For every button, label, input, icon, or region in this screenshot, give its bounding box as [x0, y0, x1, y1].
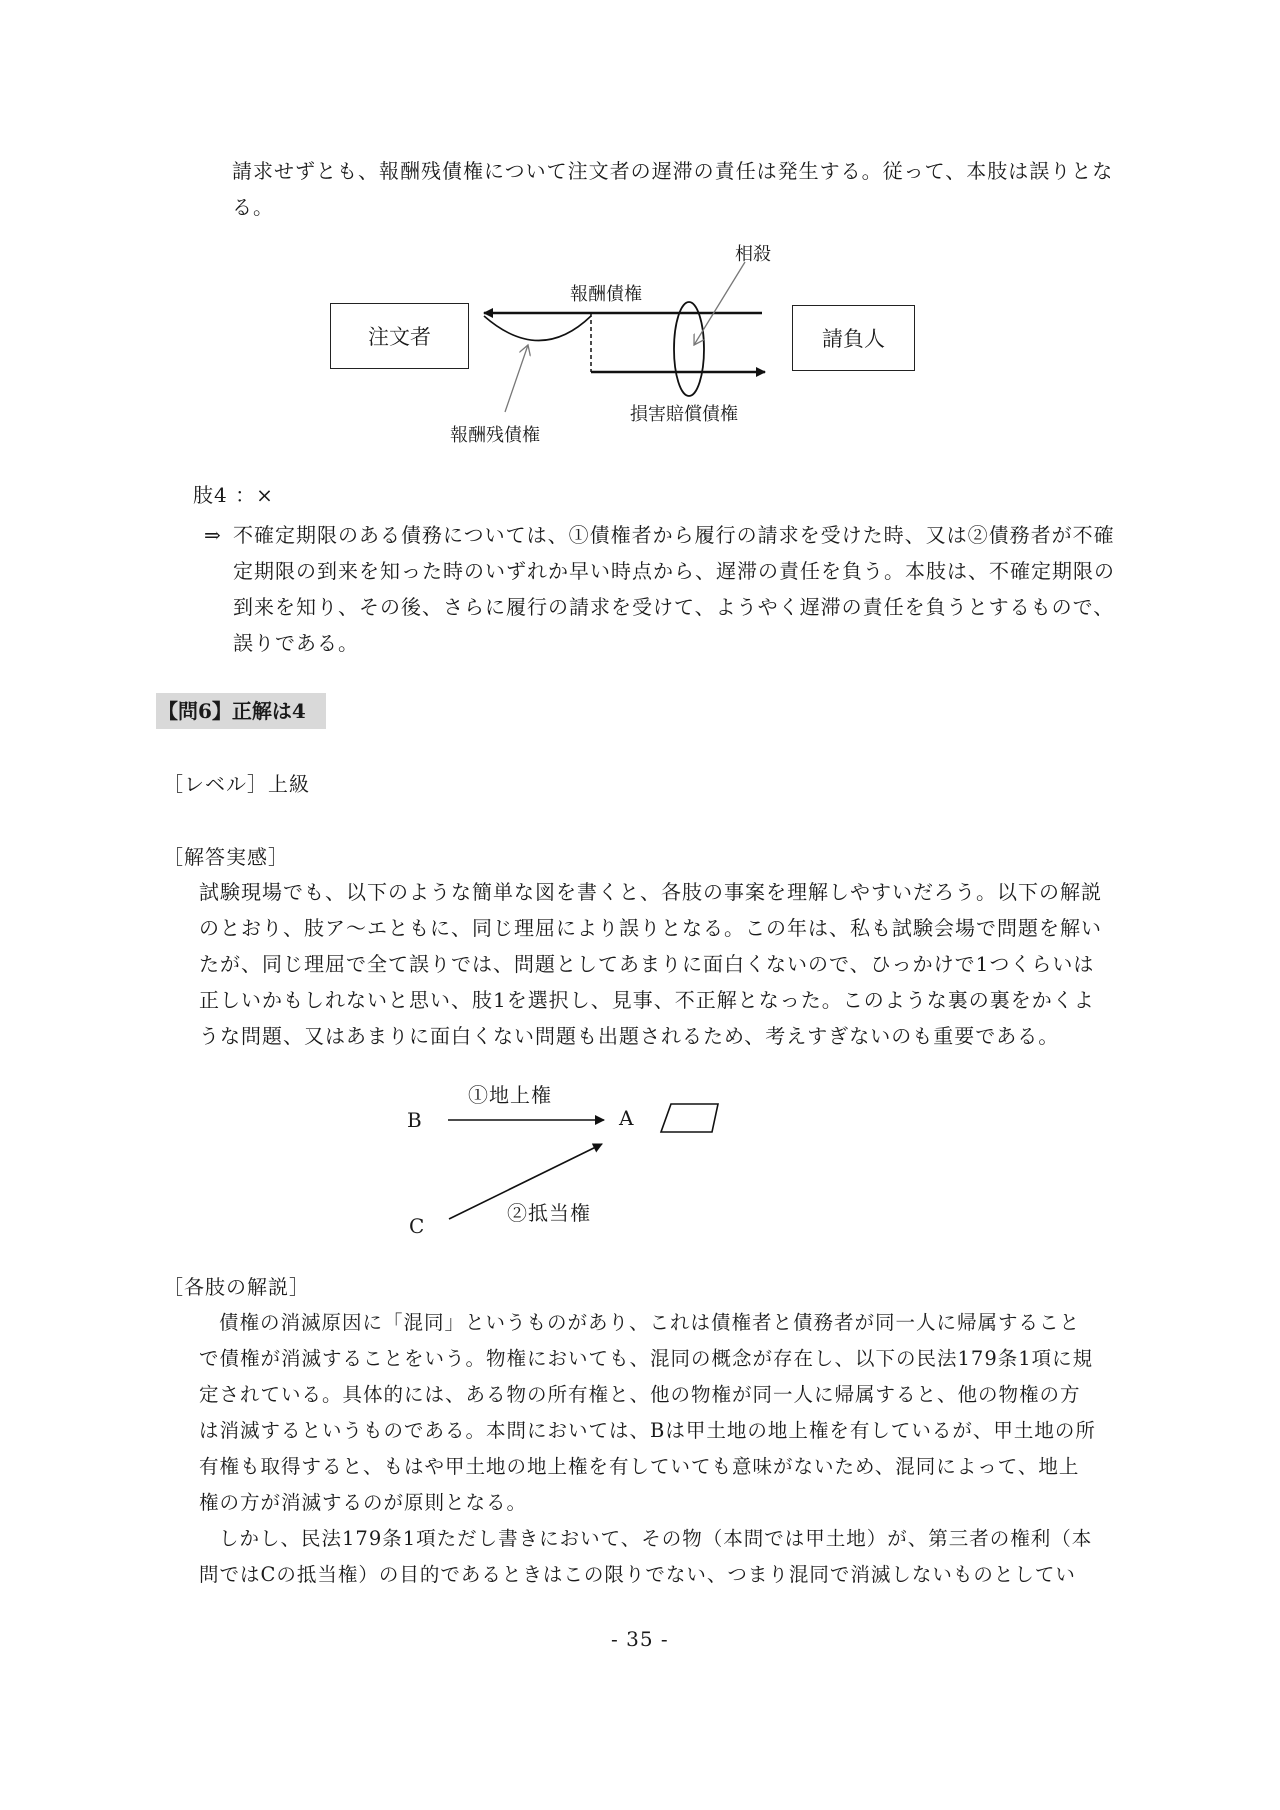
damages-claim-label: 損害賠償債権 [630, 404, 738, 425]
text-line: 試験現場でも、以下のような簡単な図を書くと、各肢の事案を理解しやすいだろう。以下の解説 [199, 880, 1102, 904]
text-line: しかし、民法179条1項ただし書きにおいて、その物（本問では甲土地）が、第三者の権利（本 [219, 1527, 1093, 1550]
text-line: 有権も取得すると、もはや甲土地の地上権を有していても意味がないため、混同によって、地上 [199, 1455, 1080, 1478]
text-line: 到来を知り、その後、さらに履行の請求を受けて、ようやく遅滞の責任を負うとするもので、 [233, 595, 1115, 619]
text-line: 請求せずとも、報酬残債権について注文者の遅滞の責任は発生する。従って、本肢は誤りとな [232, 159, 1114, 183]
text-line: る。 [232, 195, 274, 219]
text-line: 不確定期限のある債務については、①債権者から履行の請求を受けた時、又は②債務者が不確 [233, 523, 1115, 547]
question-header: 【問6】正解は4 [156, 693, 326, 729]
level-line: ［レベル］上級 [163, 772, 310, 796]
text-line: 正しいかもしれないと思い、肢1を選択し、見事、不正解となった。このような裏の裏をかくよ [199, 988, 1095, 1012]
page-number: - 35 - [611, 1627, 669, 1651]
contractor-label: 請負人 [822, 327, 885, 351]
option4-arrow: ⇒ [204, 523, 222, 547]
remaining-claim-label: 報酬残債権 [450, 425, 540, 446]
explanation-paragraph-2 [199, 1521, 1092, 1593]
option4-heading: 肢4 ：× [193, 483, 274, 507]
explanation-heading: ［各肢の解説］ [163, 1275, 310, 1299]
explanation-paragraph-1 [199, 1305, 1096, 1521]
mortgage-label: ②抵当権 [507, 1201, 591, 1225]
party-c: C [409, 1214, 426, 1238]
orderer-label: 注文者 [368, 325, 431, 349]
text-line: 問ではCの抵当権）の目的であるときはこの限りでない、つまり混同で消滅しないものとしてい [199, 1563, 1076, 1586]
text-line: 権の方が消滅するのが原則となる。 [199, 1491, 528, 1514]
text-line: たが、同じ理屈で全て誤りでは、問題としてあまりに面白くないので、ひっかけで1つくらいは [199, 952, 1095, 976]
reward-claim-label: 報酬債権 [570, 284, 642, 305]
text-line: 誤りである。 [233, 631, 359, 655]
text-line: 定されている。具体的には、ある物の所有権と、他の物権が同一人に帰属すると、他の物権の方 [199, 1383, 1081, 1406]
text-line: 定期限の到来を知った時のいずれか早い時点から、遅滞の責任を負う。本肢は、不確定期限の [233, 559, 1115, 583]
superficies-label: ①地上権 [468, 1083, 552, 1107]
impression-heading: ［解答実感］ [163, 845, 289, 869]
setoff-label: 相殺 [735, 244, 771, 265]
party-a: A [619, 1106, 635, 1130]
text-line: は消滅するというものである。本問においては、Bは甲土地の地上権を有しているが、甲土地の所 [199, 1419, 1096, 1442]
land-parcel-shape [661, 1104, 718, 1132]
party-b: B [407, 1108, 423, 1132]
text-line: 債権の消滅原因に「混同」というものがあり、これは債権者と債務者が同一人に帰属すること [219, 1311, 1081, 1334]
text-line: のとおり、肢ア〜エともに、同じ理屈により誤りとなる。この年は、私も試験会場で問題を解い [199, 916, 1102, 940]
text-line: うな問題、又はあまりに面白くない問題も出題されるため、考えすぎないのも重要である。 [199, 1024, 1060, 1048]
text-line: で債権が消滅することをいう。物権においても、混同の概念が存在し、以下の民法179条1項に規 [199, 1347, 1094, 1370]
